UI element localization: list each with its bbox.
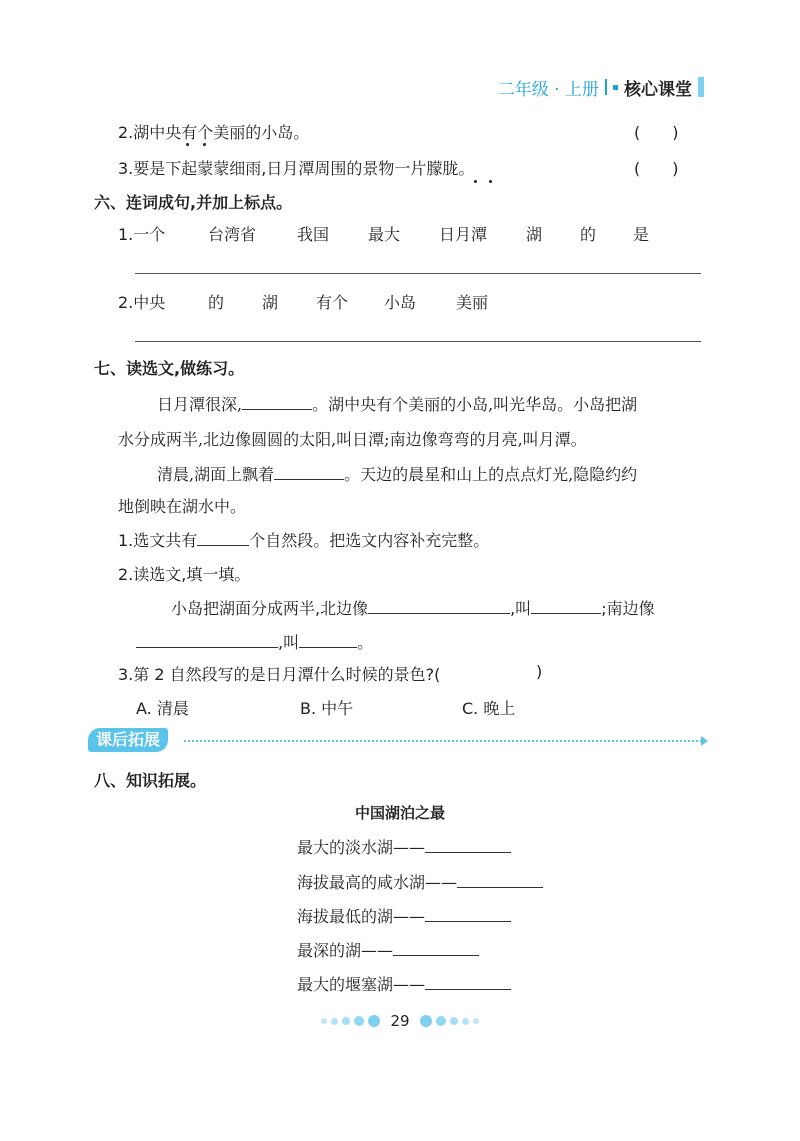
dot-icon: [331, 1018, 338, 1025]
brand-label: 核心课堂: [624, 79, 692, 100]
q8-heading: 八、知识拓展。: [94, 771, 207, 790]
passage-line-3: [157, 462, 637, 485]
page-header: [498, 76, 704, 98]
south-name-blank[interactable]: [299, 631, 357, 648]
grade-label: 二年级 · 上册: [497, 79, 599, 100]
word-chip: 2.中央: [118, 293, 166, 312]
lake-item: [297, 870, 543, 893]
sub-text: 。: [357, 633, 374, 652]
lake-item: [297, 972, 511, 995]
word-chip: 日月潭: [439, 225, 488, 244]
dot-icon: [354, 1016, 364, 1026]
dot-icon: [321, 1018, 327, 1024]
word-chip: 的: [580, 225, 597, 244]
word-chip: 湖: [262, 293, 279, 312]
q6-heading: 六、连词成句,并加上标点。: [94, 193, 293, 212]
q6-answer-line-1[interactable]: [135, 273, 701, 274]
word-chip: 湖: [526, 225, 543, 244]
passage-text: 。天边的晨星和山上的点点灯光,隐隐约约: [344, 465, 638, 484]
paragraph-count-blank[interactable]: [197, 529, 249, 546]
passage-blank-2[interactable]: [274, 463, 344, 480]
q7-sub-2-fill-line-2: [136, 630, 373, 653]
lake-item-label: 海拔最高的咸水湖——: [297, 873, 458, 892]
sub-text: 小岛把湖面分成两半,北边像: [171, 599, 369, 618]
passage-text: 。湖中央有个美丽的小岛,叫光华岛。小岛把湖: [312, 395, 638, 414]
lake-answer-blank[interactable]: [457, 871, 543, 888]
lake-item-label: 最大的淡水湖——: [297, 838, 426, 857]
q7-heading: 七、读选文,做练习。: [94, 359, 245, 378]
banner-dotted-line: [184, 740, 702, 742]
option-b[interactable]: B. 中午: [300, 699, 354, 718]
word-chip: 美丽: [456, 293, 489, 312]
word-chip: 最大: [368, 225, 401, 244]
q5-item-3: 3.要是下起蒙蒙细雨,日月潭周围的景物一片朦胧。: [118, 159, 475, 178]
q5-answer-paren-2[interactable]: ( ): [634, 123, 679, 142]
lake-item-label: 海拔最低的湖——: [297, 907, 426, 926]
word-chip: 我国: [297, 225, 330, 244]
dot-icon: [420, 1015, 432, 1027]
option-c[interactable]: C. 晚上: [462, 699, 516, 718]
arrow-right-icon: [701, 736, 708, 746]
word-chip: 是: [633, 225, 650, 244]
lake-item-label: 最深的湖——: [297, 941, 394, 960]
sub-text: ,叫: [278, 633, 300, 652]
emphasis-dot: [489, 180, 492, 183]
sub-text: ,叫: [510, 599, 532, 618]
option-a[interactable]: A. 清晨: [136, 699, 189, 718]
north-name-blank[interactable]: [531, 597, 601, 614]
q6-answer-line-2[interactable]: [135, 341, 701, 342]
q6-row-2: [0, 290, 800, 312]
dot-icon: [450, 1017, 458, 1025]
lake-answer-blank[interactable]: [425, 836, 511, 853]
q7-sub-2-fill-line-1: [171, 596, 655, 619]
q7-sub-1: [118, 528, 489, 551]
lake-answer-blank[interactable]: [425, 973, 511, 990]
dot-icon: [473, 1018, 479, 1024]
lake-answer-blank[interactable]: [393, 939, 479, 956]
lake-item: [297, 938, 479, 961]
emphasis-dot: [474, 180, 477, 183]
page-number-bar: [0, 1012, 800, 1030]
lake-item: [297, 835, 511, 858]
emphasis-dot: [186, 143, 189, 146]
dot-icon: [462, 1018, 469, 1025]
lake-answer-blank[interactable]: [425, 905, 511, 922]
page-number: 29: [390, 1012, 410, 1030]
q6-row-1: [0, 222, 800, 244]
sub-text: 1.选文共有: [118, 531, 198, 550]
word-chip: 有个: [316, 293, 349, 312]
passage-line-4: 地倒映在湖水中。: [118, 497, 247, 516]
word-chip: 的: [208, 293, 225, 312]
passage-blank-1[interactable]: [242, 393, 312, 410]
dot-icon: [342, 1017, 350, 1025]
sub-text: ;南边像: [601, 599, 655, 618]
header-square-icon: [613, 85, 618, 90]
passage-text: 日月潭很深,: [157, 395, 243, 414]
header-bar-icon: [698, 77, 704, 97]
q7-sub-2: 2.读选文,填一填。: [118, 565, 251, 584]
passage-line-1: [157, 392, 637, 415]
q5-item-2: 2.湖中央有个美丽的小岛。: [118, 123, 310, 142]
passage-line-2: 水分成两半,北边像圆圆的太阳,叫日潭;南边像弯弯的月亮,叫月潭。: [118, 430, 587, 449]
sub-text: 个自然段。把选文内容补充完整。: [249, 531, 490, 550]
header-divider: [605, 79, 607, 95]
q7-sub-3-close-paren[interactable]: ): [536, 662, 543, 681]
word-chip: 小岛: [384, 293, 417, 312]
lake-item: [297, 904, 511, 927]
q7-sub-3: 3.第 2 自然段写的是日月潭什么时候的景色?(: [118, 665, 441, 684]
dot-icon: [436, 1016, 446, 1026]
south-shape-blank[interactable]: [136, 631, 278, 648]
north-shape-blank[interactable]: [368, 597, 510, 614]
q5-answer-paren-3[interactable]: ( ): [634, 159, 679, 178]
section-banner: [88, 728, 708, 754]
lakes-title: 中国湖泊之最: [354, 804, 445, 822]
emphasis-dot: [203, 143, 206, 146]
lake-item-label: 最大的堰塞湖——: [297, 975, 426, 994]
word-chip: 1.一个: [118, 225, 166, 244]
passage-text: 清晨,湖面上飘着: [157, 465, 275, 484]
word-chip: 台湾省: [208, 225, 257, 244]
dot-icon: [368, 1015, 380, 1027]
banner-label: 课后拓展: [88, 728, 168, 752]
